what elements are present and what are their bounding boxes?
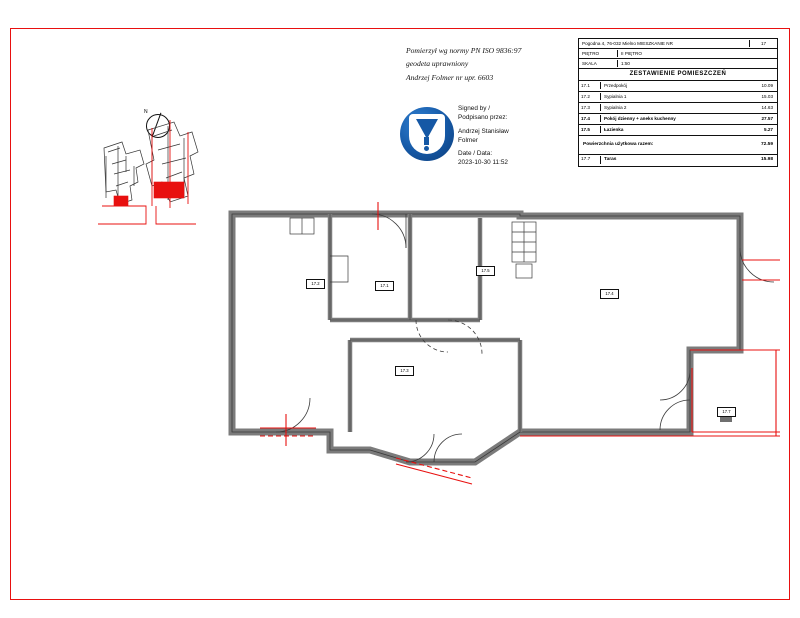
signature-seal-icon [400, 107, 454, 161]
table-row [579, 103, 777, 114]
norm-line-1: Pomierzył wg normy PN ISO 9836:97 [406, 46, 522, 55]
room-tag: 17.7 [717, 407, 736, 417]
signature-title-line1: Signed by / [458, 105, 490, 112]
digital-signature-stamp [398, 104, 548, 174]
signature-text [458, 104, 509, 168]
room-name: Przedpokój [604, 83, 627, 89]
total-area-row [579, 136, 777, 155]
floor-plan-drawing [220, 200, 780, 510]
title-block-address-row [579, 39, 777, 49]
terrace-row [579, 155, 777, 166]
signature-date-label: Date / Data: [458, 150, 493, 158]
table-row [579, 114, 777, 125]
total-area-label: Powierzchnia użytkowa razem: [583, 141, 654, 147]
table-row [579, 125, 777, 136]
room-number: 17.4 [579, 115, 601, 122]
room-name: Sypialnia 1 [604, 94, 627, 100]
norm-line-3: Andrzej Folmer nr upr. 6603 [406, 72, 494, 82]
terrace-name: Taras [604, 157, 617, 163]
title-block-floor-row [579, 49, 777, 59]
title-block-scale-row [579, 59, 777, 69]
signer-name-line1: Andrzej Stanisław [458, 127, 509, 135]
room-number: 17.2 [579, 93, 601, 100]
norm-line-2: geodeta uprawniony [406, 59, 469, 69]
room-area: 10.09 [761, 83, 773, 89]
floor-label: PIĘTRO [582, 50, 600, 56]
terrace-area: 15.98 [760, 157, 773, 163]
apartment-number: 17 [749, 40, 777, 47]
room-area: 14.63 [761, 105, 773, 111]
room-name: Sypialnia 2 [604, 105, 627, 111]
room-tag: 17.4 [600, 289, 619, 299]
room-tag: 17.5 [476, 266, 495, 276]
room-name: Pokój dzienny + aneks kuchenny [604, 116, 676, 122]
room-tag: 17.3 [395, 366, 414, 376]
total-area-value: 72.59 [760, 141, 773, 147]
project-address: Pogodna 4, 76-032 Mielno MIESZKANIE NR [582, 40, 673, 46]
scale-value: 1:50 [617, 60, 777, 67]
room-number: 17.5 [579, 126, 601, 133]
key-plan [96, 112, 206, 238]
room-area: 5.27 [764, 127, 773, 133]
compass-label: N [144, 109, 148, 115]
room-name: Łazienka [604, 127, 624, 133]
signer-name-line2: Folmer [458, 136, 478, 144]
room-tag: 17.2 [306, 279, 325, 289]
room-area: 27.57 [761, 116, 773, 122]
scale-label: SKALA [582, 60, 597, 66]
table-row [579, 81, 777, 92]
room-area: 15.03 [761, 94, 773, 100]
floor-value: II PIĘTRO [617, 50, 777, 57]
room-schedule-title: ZESTAWIENIE POMIESZCZEŃ [579, 69, 777, 81]
room-number: 17.1 [579, 82, 601, 89]
title-block [578, 38, 778, 167]
signature-date-value: 2023-10-30 11:52 [458, 159, 508, 167]
room-number: 17.3 [579, 104, 601, 111]
room-tag: 17.1 [375, 281, 394, 291]
terrace-number: 17.7 [579, 156, 601, 163]
table-row [579, 92, 777, 103]
signature-title-line2: Podpisano przez: [458, 114, 508, 122]
surveyor-note [406, 44, 521, 84]
